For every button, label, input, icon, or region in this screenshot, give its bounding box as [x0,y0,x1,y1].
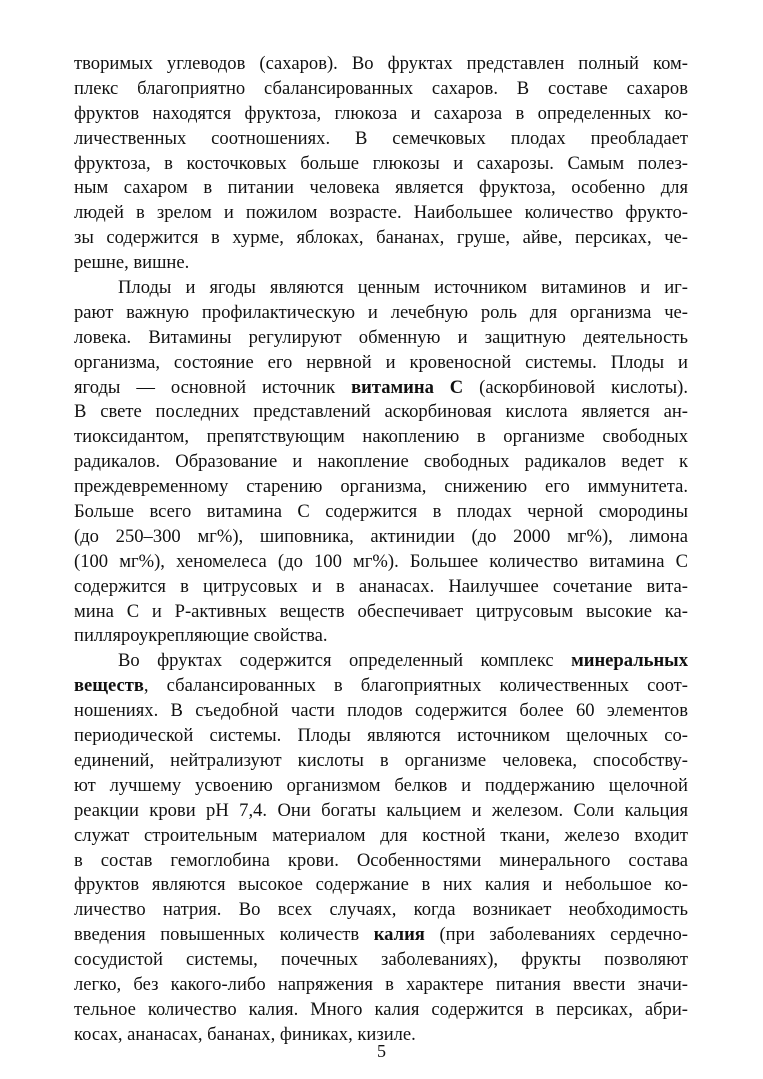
text-line [74,475,688,500]
text-segment: в состав гемоглобина крови. Особенностями минерального состава [74,849,688,871]
text-segment: (при заболеваниях сердечно- [424,924,688,946]
text-segment: Плоды и ягоды являются ценным источником витаминов и иг- [118,277,688,299]
text-line [74,749,688,774]
text-line [74,276,688,301]
bold-term: минеральных [571,650,688,672]
text-segment: (аскорбиновой кислоты). [463,376,688,398]
text-segment: фруктов находятся фруктоза, глюкоза и сахароза в определенных ко- [74,102,688,124]
bold-term: калия [373,924,425,946]
text-segment: ягоды — основной источник [74,376,352,398]
text-line [74,450,688,475]
text-segment: тельное количество калия. Много калия содержится в персиках, абри- [74,998,688,1020]
text-segment: В свете последних представлений аскорбиновая кислота является ан- [74,401,688,423]
text-segment: сосудистой системы, почечных заболеваниях), фрукты позволяют [74,949,688,971]
text-segment: косах, ананасах, бананах, финиках, кизиле. [74,1023,416,1045]
text-segment: плекс благоприятно сбалансированных сахаров. В составе сахаров [74,77,688,99]
text-line [74,824,688,849]
text-segment: личественных соотношениях. В семечковых плодах преобладает [74,127,688,149]
text-line [74,724,688,749]
text-line [74,575,688,600]
text-segment: единений, нейтрализуют кислоты в организме человека, способству- [74,749,688,771]
text-segment: преждевременному старению организма, снижению его иммунитета. [74,476,688,498]
text-segment: фруктоза, в косточковых больше глюкозы и сахарозы. Самым полез- [74,152,688,174]
text-segment: легко, без какого-либо напряжения в характере питания ввести значи- [74,973,688,995]
text-segment: ным сахаром в питании человека является фруктоза, особенно для [74,177,688,199]
text-line [74,699,688,724]
text-line [74,849,688,874]
text-segment: содержится в цитрусовых и в ананасах. Наилучшее сочетание вита- [74,575,688,597]
page-number: 5 [377,1041,386,1061]
text-line [74,600,688,625]
text-line [74,251,688,276]
text-segment: (до 250–300 мг%), шиповника, актинидии (до 2000 мг%), лимона [74,525,688,547]
text-line [74,774,688,799]
text-segment: творимых углеводов (сахаров). Во фруктах представлен полный ком- [74,53,688,74]
text-segment: организма, состояние его нервной и кровеносной системы. Плоды и [74,351,688,373]
text-segment: фруктов являются высокое содержание в них калия и небольшое ко- [74,874,688,896]
text-line [74,998,688,1023]
text-segment: (100 мг%), хеномелеса (до 100 мг%). Большее количество витамина С [74,550,688,572]
bold-term: витамина С [351,376,464,398]
text-line [74,898,688,923]
text-line [74,873,688,898]
text-segment: радикалов. Образование и накопление свободных радикалов ведет к [74,451,688,473]
text-segment: тиоксидантом, препятствующим накоплению в организме свободных [74,426,688,448]
text-segment: мина С и Р-активных веществ обеспечивает цитрусовым высокие ка- [74,600,688,622]
text-segment: личество натрия. Во всех случаях, когда возникает необходимость [74,899,688,921]
text-line [74,973,688,998]
text-segment: ношениях. В съедобной части плодов содержится более 60 элементов [74,700,688,722]
text-line [74,923,688,948]
text-segment: служат строительным материалом для костной ткани, железо входит [74,824,688,846]
text-line [74,500,688,525]
text-line [74,77,688,102]
text-line [74,425,688,450]
text-segment: ют лучшему усвоению организмом белков и поддержанию щелочной [74,774,688,796]
text-segment: введения повышенных количеств [74,924,374,946]
text-line [74,102,688,127]
text-line [74,674,688,699]
body-text [74,52,688,1048]
text-line [74,176,688,201]
text-line [74,400,688,425]
text-line [74,525,688,550]
text-line [74,376,688,401]
text-segment: , сбалансированных в благоприятных количественных соот- [143,675,688,697]
text-line [74,624,688,649]
text-segment: Во фруктах содержится определенный комплекс [118,650,572,672]
text-segment: периодической системы. Плоды являются источником щелочных со- [74,725,688,747]
text-segment: ловека. Витамины регулируют обменную и защитную деятельность [74,326,688,348]
text-segment: рают важную профилактическую и лечебную роль для организма че- [74,301,688,323]
bold-term: веществ [74,675,144,697]
text-line [74,301,688,326]
text-segment: людей в зрелом и пожилом возрасте. Наибольшее количество фрукто- [74,202,688,224]
text-segment: Больше всего витамина С содержится в плодах черной смородины [74,501,688,523]
text-line [74,152,688,177]
text-line [74,52,688,77]
text-line [74,351,688,376]
text-line [74,201,688,226]
text-line [74,649,688,674]
text-segment: зы содержится в хурме, яблоках, бананах, груше, айве, персиках, че- [74,227,688,249]
text-segment: пилляроукрепляющие свойства. [74,625,328,647]
text-line [74,326,688,351]
text-line [74,550,688,575]
text-segment: решне, вишне. [74,252,190,274]
text-line [74,226,688,251]
text-line [74,948,688,973]
text-line [74,127,688,152]
text-segment: реакции крови рН 7,4. Они богаты кальцием и железом. Соли кальция [74,799,688,821]
text-line [74,799,688,824]
